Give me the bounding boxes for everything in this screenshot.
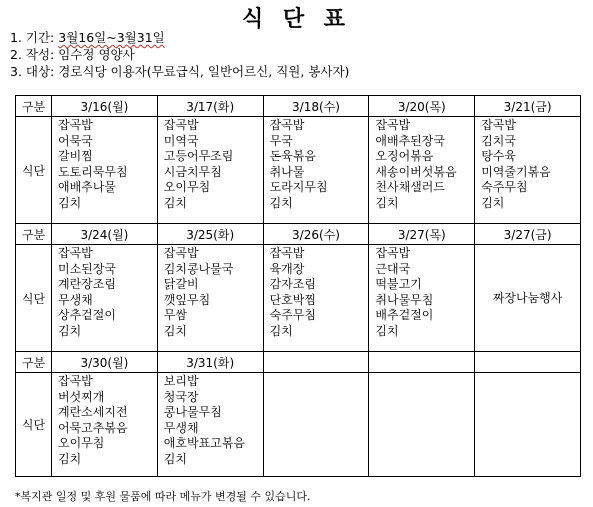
menu-item: 상추겉절이 [58,308,116,323]
menu-item: 김치 [58,451,82,466]
day-header: 3/25(화) [157,224,263,245]
menu-item: 김치 [481,195,505,210]
info-period: 1. 기간: 3월16일~3월31일 [10,30,165,45]
menu-cell [263,245,369,352]
page-title: 식 단 표 [241,7,352,32]
day-header-row [16,96,581,117]
menu-item: 버섯찌개 [58,389,105,404]
menu-item: 김치콩나물국 [163,261,234,276]
target-value: 경로식당 이용자(무료급식, 일반어르신, 직원, 봉사자) [58,64,350,79]
menu-item: 잡곡밥 [269,246,305,260]
day-header: 3/18(수) [263,96,369,117]
menu-item: 배추겉절이 [375,308,434,323]
menu-item: 김치 [375,323,399,338]
menu-cell [475,117,581,224]
day-header-row [16,224,581,245]
day-label: 구분 [16,352,52,373]
menu-item: 계란소세지전 [58,405,128,420]
day-header: 3/24(월) [52,224,158,245]
menu-item: 애호박표고볶음 [163,436,245,451]
menu-item: 고등어무조림 [163,149,234,164]
menu-item: 숙주무침 [269,308,316,323]
menu-item: 천사채샐러드 [375,180,445,195]
menu-item: 미역국 [163,133,199,148]
menu-item: 도토리묵무침 [58,164,128,179]
menu-cell [157,245,263,352]
menu-cell [369,245,475,352]
menu-item: 도라지무침 [269,180,328,195]
menu-item: 갈비찜 [58,149,93,164]
day-header: 3/27(목) [369,224,475,245]
menu-item: 애배추된장국 [375,133,445,148]
menu-cell [475,245,581,352]
meal-row [16,373,581,477]
menu-item: 애배추나물 [58,180,116,195]
day-header: 3/27(금) [475,224,581,245]
menu-item: 오징어볶음 [375,149,434,164]
menu-item: 오이무침 [58,436,105,451]
menu-item: 김치 [58,195,82,210]
menu-item: 청국장 [163,389,199,404]
menu-item: 잡곡밥 [58,118,93,132]
menu-item: 육개장 [269,261,305,276]
period-value: 3월16일~3월31일 [58,30,165,45]
menu-item: 어묵국 [58,133,93,148]
day-label: 구분 [16,224,52,245]
menu-item: 탕수육 [481,149,516,164]
menu-item: 김치 [269,195,293,210]
menu-item: 보리밥 [163,374,199,388]
menu-item: 콩나물무침 [163,405,222,420]
menu-item: 잡곡밥 [163,246,199,260]
menu-item: 잡곡밥 [375,246,411,260]
menu-item: 잡곡밥 [58,374,93,388]
menu-item: 미역줄기볶음 [481,164,551,179]
menu-item: 근대국 [375,261,411,276]
day-header: 3/21(금) [475,96,581,117]
menu-item: 김치 [375,195,399,210]
menu-cell [52,373,158,477]
day-header [369,352,475,373]
menu-item: 잡곡밥 [375,118,411,132]
menu-item: 취나물 [269,164,305,179]
menu-item: 어묵고추볶음 [58,420,128,435]
menu-item: 돈육볶음 [269,149,316,164]
day-label: 구분 [16,96,52,117]
menu-item: 김치 [163,323,187,338]
menu-cell [52,117,158,224]
menu-item: 깻잎무침 [163,292,211,307]
day-header: 3/31(화) [157,352,263,373]
day-header: 3/26(수) [263,224,369,245]
menu-item: 무국 [269,133,293,148]
menu-item: 떡불고기 [375,277,422,292]
menu-item: 김치 [269,323,293,338]
meal-label: 식단 [16,373,52,477]
menu-cell [52,245,158,352]
menu-item: 미소된장국 [58,261,116,276]
info-block [10,29,349,80]
menu-item: 잡곡밥 [481,118,516,132]
menu-cell [475,373,581,477]
meal-row [16,245,581,352]
info-target: 3. 대상: 경로식당 이용자(무료급식, 일반어르신, 직원, 봉사자) [10,64,350,79]
menu-cell [157,373,263,477]
menu-item: 잡곡밥 [163,118,199,132]
footnote: *복지관 일정 및 후원 물품에 따라 메뉴가 변경될 수 있습니다. [15,490,311,503]
menu-item: 취나물무침 [375,292,434,307]
menu-item: 김치국 [481,133,516,148]
menu-item: 닭갈비 [163,277,199,292]
menu-item: 무생채 [58,292,93,307]
meal-label: 식단 [16,245,52,352]
menu-item: 무생채 [163,420,199,435]
menu-item: 김치 [58,323,82,338]
menu-item: 단호박찜 [269,292,316,307]
menu-item: 계란장조림 [58,277,116,292]
menu-item: 짜장나눔행사 [492,291,563,306]
day-header: 3/17(화) [157,96,263,117]
day-header: 3/30(월) [52,352,158,373]
day-header: 3/20(목) [369,96,475,117]
menu-cell [157,117,263,224]
menu-item: 김치 [163,451,187,466]
menu-cell [369,117,475,224]
menu-item: 오이무침 [163,180,211,195]
day-header [263,352,369,373]
menu-item: 시금치무침 [163,164,222,179]
menu-table [15,95,581,477]
menu-item: 김치 [163,195,187,210]
meal-row [16,117,581,224]
menu-item: 새송이버섯볶음 [375,164,457,179]
menu-cell [263,373,369,477]
menu-item: 잡곡밥 [58,246,93,260]
day-header [475,352,581,373]
day-header: 3/16(월) [52,96,158,117]
menu-cell [369,373,475,477]
meal-label: 식단 [16,117,52,224]
info-author: 2. 작성: 임수정 영양사 [10,47,135,62]
menu-item: 감자조림 [269,277,316,292]
menu-item: 잡곡밥 [269,118,305,132]
day-header-row [16,352,581,373]
menu-item: 무쌈 [163,308,187,323]
author-value: 임수정 영양사 [58,47,135,62]
menu-cell [263,117,369,224]
menu-item: 숙주무침 [481,180,528,195]
